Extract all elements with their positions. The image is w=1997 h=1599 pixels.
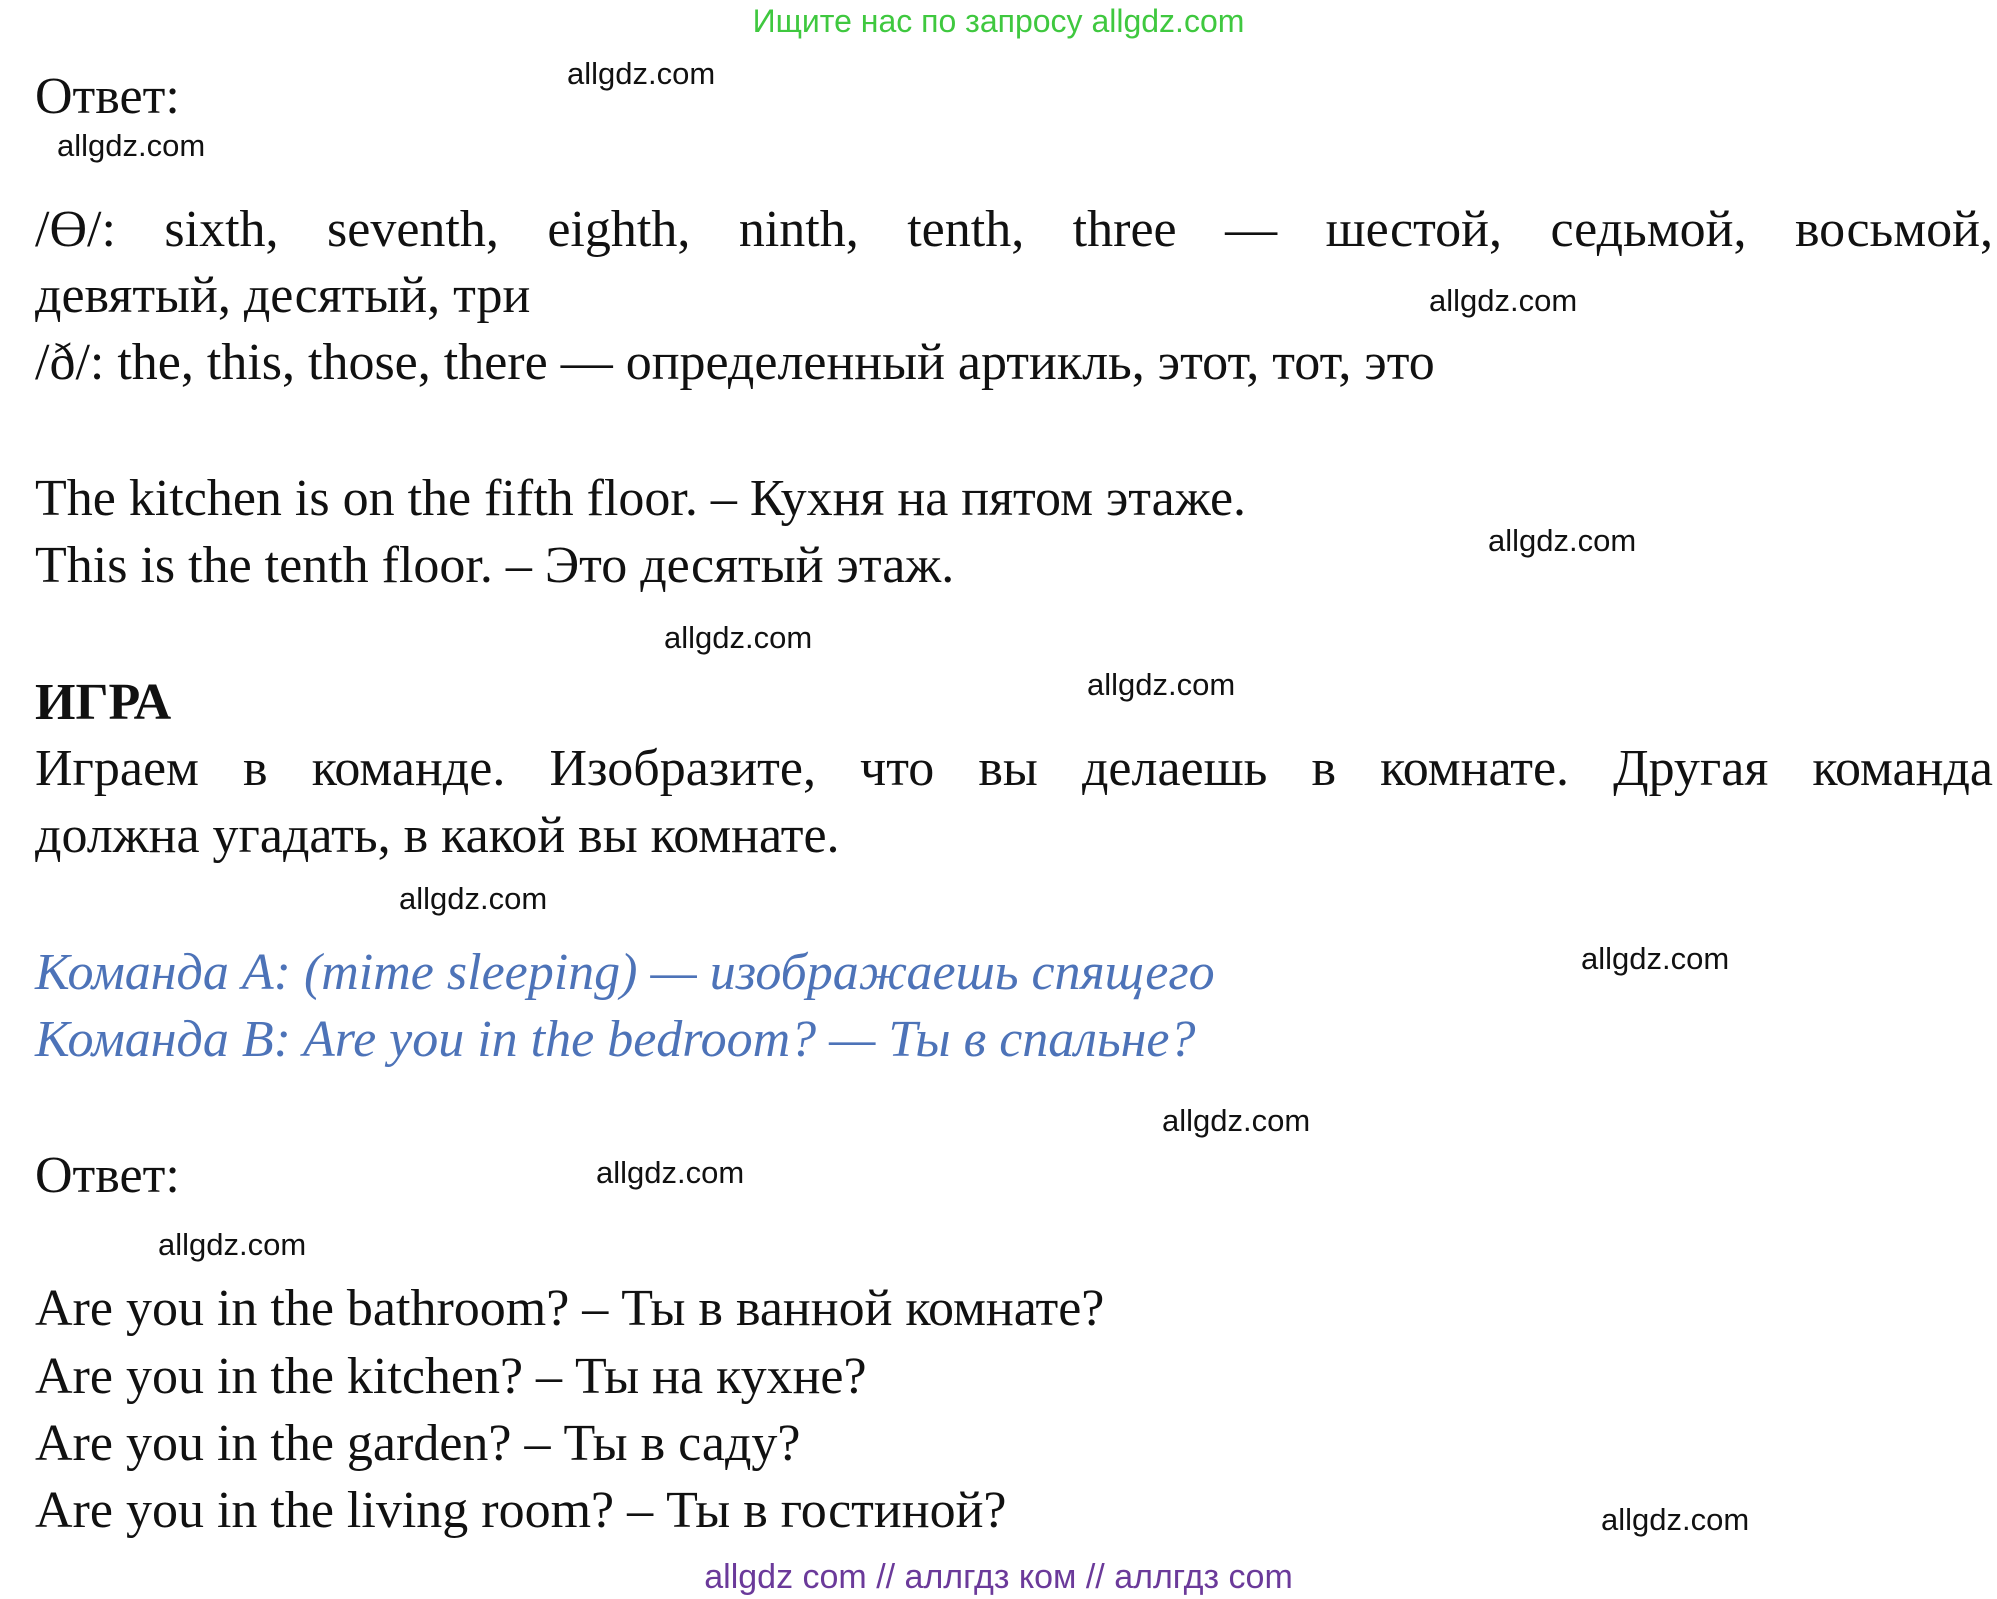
watermark: allgdz.com xyxy=(567,56,716,91)
watermark: allgdz.com xyxy=(664,620,813,655)
site-footer-banner: allgdz com // аллгдз ком // аллгдз com xyxy=(704,1558,1293,1596)
watermark: allgdz.com xyxy=(1581,941,1730,976)
game-instruction-line-2: должна угадать, в какой вы комнате. xyxy=(35,807,840,864)
watermark: allgdz.com xyxy=(1087,667,1236,702)
watermark: allgdz.com xyxy=(158,1227,307,1262)
site-search-banner: Ищите нас по запросу allgdz.com xyxy=(752,3,1245,39)
watermark: allgdz.com xyxy=(596,1155,745,1190)
answer-bathroom: Are you in the bathroom? – Ты в ванной комнате? xyxy=(35,1280,1105,1337)
example-sentence-tenth-floor: This is the tenth floor. – Это десятый этаж. xyxy=(35,537,955,594)
answer-kitchen: Are you in the kitchen? – Ты на кухне? xyxy=(35,1348,867,1405)
eth-words-line: /ð/: the, this, those, there — определенный артикль, этот, тот, это xyxy=(35,334,1435,391)
theta-words-line-2: девятый, десятый, три xyxy=(35,267,531,324)
watermark: allgdz.com xyxy=(1488,523,1637,558)
game-instruction-line-1: Играем в команде. Изобразите, что вы делаешь в комнате. Другая команда xyxy=(35,740,1993,797)
game-title: ИГРА xyxy=(35,674,172,731)
team-a-example: Команда A: (mime sleeping) — изображаешь спящего xyxy=(35,944,1215,1001)
answer-label-2: Ответ: xyxy=(35,1147,180,1204)
theta-words-line-1: /ϴ/: sixth, seventh, eighth, ninth, tenth, three — шестой, седьмой, восьмой, xyxy=(35,201,1993,258)
answer-garden: Are you in the garden? – Ты в саду? xyxy=(35,1415,801,1472)
watermark: allgdz.com xyxy=(1429,283,1578,318)
watermark: allgdz.com xyxy=(1162,1103,1311,1138)
watermark: allgdz.com xyxy=(1601,1502,1750,1537)
example-sentence-kitchen: The kitchen is on the fifth floor. – Кухня на пятом этаже. xyxy=(35,470,1247,527)
watermark: allgdz.com xyxy=(57,128,206,163)
answer-label-1: Ответ: xyxy=(35,68,180,125)
team-b-example: Команда B: Are you in the bedroom? — Ты в спальне? xyxy=(35,1011,1196,1068)
watermark: allgdz.com xyxy=(399,881,548,916)
answer-living-room: Are you in the living room? – Ты в гостиной? xyxy=(35,1482,1007,1539)
